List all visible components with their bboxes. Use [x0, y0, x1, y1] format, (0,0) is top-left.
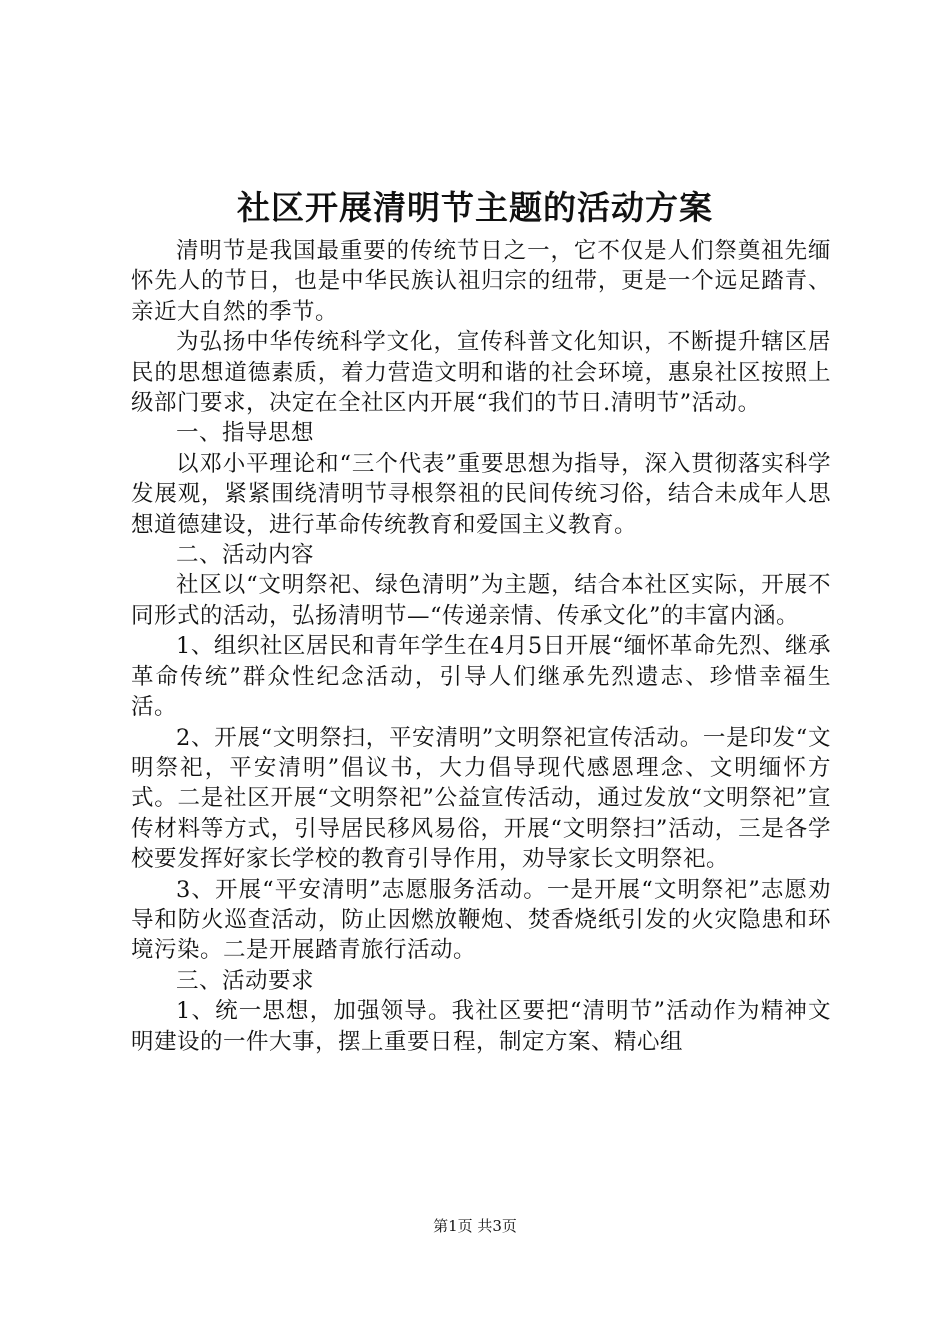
document-body [131, 236, 831, 1057]
paragraph-activity-item-3: 3、开展“平安清明”志愿服务活动。一是开展“文明祭祀”志愿劝导和防火巡查活动，防止因燃放鞭炮、焚香烧纸引发的火灾隐患和环境污染。二是开展踏青旅行活动。 [131, 876, 831, 964]
paragraph-intro: 清明节是我国最重要的传统节日之一，它不仅是人们祭奠祖先缅怀先人的节日，也是中华民族认祖归宗的纽带，更是一个远足踏青、亲近大自然的季节。 [131, 238, 831, 325]
page-footer: 第1页 共3页 [433, 1217, 517, 1235]
paragraph-activity-item-1: 1、组织社区居民和青年学生在4月5日开展“缅怀革命先烈、继承革命传统”群众性纪念活动，引导人们继承先烈遗志、珍惜幸福生活。 [131, 633, 831, 721]
paragraph-activity-item-2: 2、开展“文明祭扫，平安清明”文明祭祀宣传活动。一是印发“文明祭祀，平安清明”倡议书，大力倡导现代感恩理念、文明缅怀方式。二是社区开展“文明祭祀”公益宣传活动，通过发放“文明祭祀”宣传材料等方式，引导居民移风易俗，开展“文明祭扫”活动，三是各学校要发挥好家长学校的教育引导作用，劝导家长文明祭祀。 [131, 724, 831, 873]
section-heading-requirements: 三、活动要求 [176, 967, 315, 994]
paragraph-purpose: 为弘扬中华传统科学文化，宣传科普文化知识，不断提升辖区居民的思想道德素质，着力营造文明和谐的社会环境，惠泉社区按照上级部门要求，决定在全社区内开展“我们的节日.清明节”活动。 [131, 329, 831, 417]
section-heading-activity-content: 二、活动内容 [176, 542, 315, 569]
paragraph-activity-theme: 社区以“文明祭祀、绿色清明”为主题，结合本社区实际，开展不同形式的活动，弘扬清明节—“传递亲情、传承文化”的丰富内涵。 [131, 572, 831, 629]
section-heading-guiding-ideology: 一、指导思想 [176, 420, 315, 447]
paragraph-requirement-1: 1、统一思想，加强领导。我社区要把“清明节”活动作为精神文明建设的一件大事，摆上重要日程，制定方案、精心组 [131, 998, 831, 1055]
document-title: 社区开展清明节主题的活动方案 [237, 188, 713, 227]
paragraph-guiding-ideology: 以邓小平理论和“三个代表”重要思想为指导，深入贯彻落实科学发展观，紧紧围绕清明节寻根祭祖的民间传统习俗，结合未成年人思想道德建设，进行革命传统教育和爱国主义教育。 [131, 450, 831, 538]
